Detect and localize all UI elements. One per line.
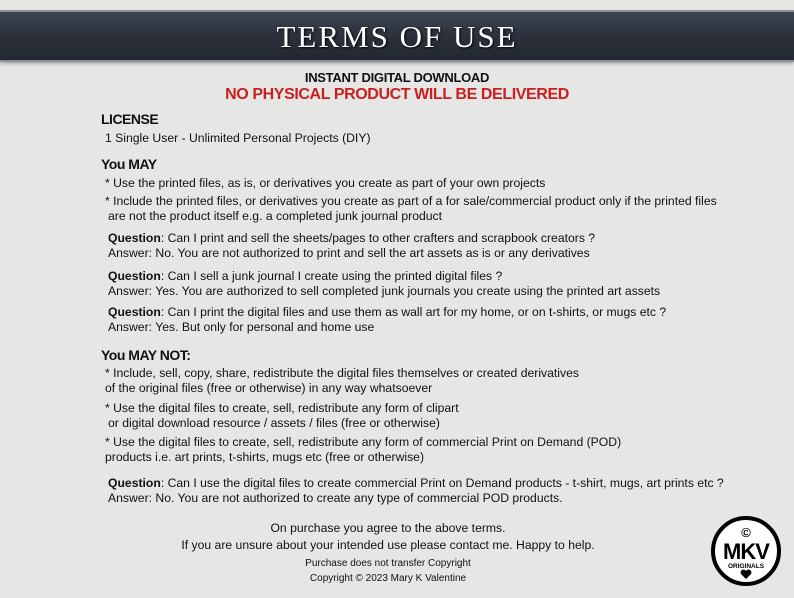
logo-letters: MKV — [723, 539, 769, 564]
question-text: : Can I print the digital files and use them as wall art for my home, or on t-shirts, or mugs etc ? — [160, 305, 667, 319]
question-label: Question — [108, 269, 161, 283]
page-title: TERMS OF USE — [276, 19, 518, 54]
footer-contact-text: If you are unsure about your intended use please contact me. Happy to help. — [181, 538, 595, 552]
may-not-item-3-line-2: products i.e. art prints, t-shirts, mugs etc (free or otherwise) — [105, 450, 425, 464]
may-question-2 — [108, 269, 502, 284]
logo-copyright-symbol: © — [741, 525, 751, 540]
may-not-item-1-line-2: of the original files (free or otherwise) in any way whatsoever — [105, 381, 433, 395]
license-heading: LICENSE — [101, 111, 159, 127]
may-not-heading: You MAY NOT: — [101, 347, 191, 363]
footer-copyright: Copyright © 2023 Mary K Valentine — [309, 573, 467, 584]
footer-copyright-note: Purchase does not transfer Copyright — [305, 558, 471, 569]
question-label: Question — [108, 231, 161, 245]
may-not-item-3-line-1: * Use the digital files to create, sell, redistribute any form of commercial Print on Demand (POD) — [105, 435, 622, 449]
may-not-item-2-line-2: or digital download resource / assets / files (free or otherwise) — [108, 416, 440, 430]
may-answer-3: Answer: Yes. But only for personal and home use — [108, 320, 375, 334]
may-answer-1: Answer: No. You are not authorized to print and sell the art assets as is or any derivatives — [108, 246, 590, 260]
question-label: Question — [108, 476, 161, 490]
title-banner — [0, 10, 794, 62]
may-not-item-2-line-1: * Use the digital files to create, sell, redistribute any form of clipart — [105, 401, 459, 415]
question-text: : Can I use the digital files to create commercial Print on Demand products - t-shirt, mugs, art prints etc ? — [160, 476, 724, 490]
warning-text: NO PHYSICAL PRODUCT WILL BE DELIVERED — [225, 86, 569, 103]
subtitle: INSTANT DIGITAL DOWNLOAD — [304, 70, 490, 85]
may-not-item-1-line-1: * Include, sell, copy, share, redistribute the digital files themselves or created derivatives — [105, 366, 579, 380]
license-text: 1 Single User - Unlimited Personal Projects (DIY) — [105, 131, 371, 145]
mkv-originals-logo — [711, 516, 781, 586]
may-item-2-line-1: * Include the printed files, or derivatives you create as part of a for sale/commercial product only if the printed files — [105, 194, 717, 208]
may-heading: You MAY — [101, 156, 157, 172]
may-answer-2: Answer: Yes. You are authorized to sell completed junk journals you create using the printed art assets — [108, 284, 661, 298]
may-not-answer: Answer: No. You are not authorized to create any type of commercial POD products. — [108, 491, 563, 505]
may-not-question — [108, 476, 724, 491]
may-question-3 — [108, 305, 666, 320]
footer-agree-text: On purchase you agree to the above terms. — [270, 521, 506, 535]
may-item-2-line-2: are not the product itself e.g. a completed junk journal product — [108, 209, 443, 223]
may-item-1: * Use the printed files, as is, or derivatives you create as part of your own projects — [105, 176, 546, 190]
logo-caption: ORIGINALS — [727, 563, 765, 570]
question-text: : Can I sell a junk journal I create using the printed digital files ? — [160, 269, 503, 283]
question-text: : Can I print and sell the sheets/pages to other crafters and scrapbook creators ? — [160, 231, 596, 245]
question-label: Question — [108, 305, 161, 319]
may-question-1 — [108, 231, 595, 246]
